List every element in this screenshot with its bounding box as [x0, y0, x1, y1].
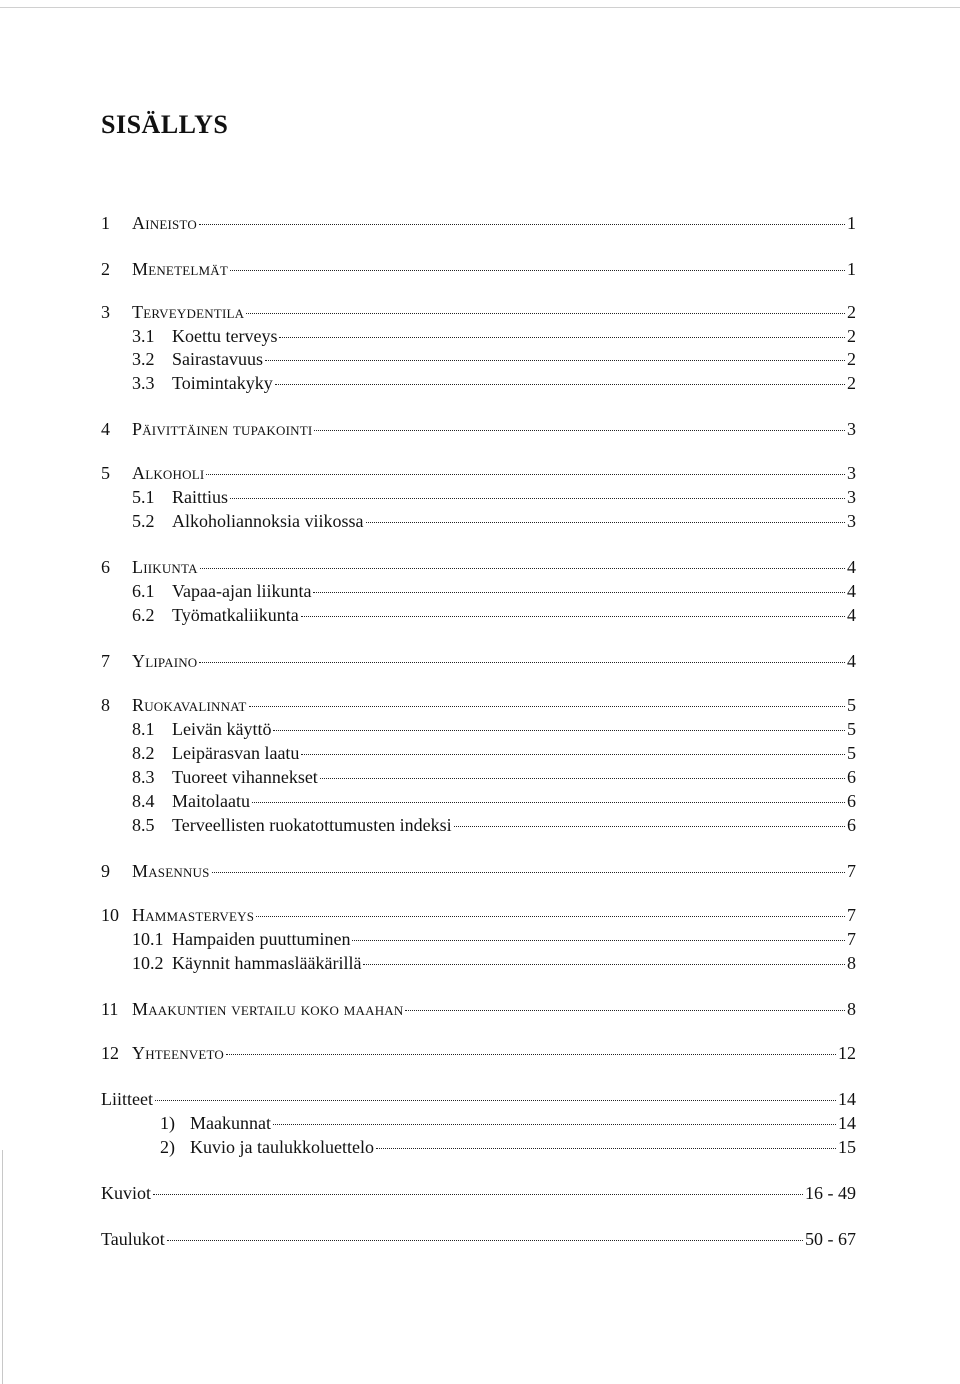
toc-entry-label: Leipärasvan laatu	[172, 743, 300, 763]
toc-leader-dots	[279, 337, 845, 338]
toc-entry-number: 3	[101, 302, 110, 322]
toc-entry	[101, 556, 856, 578]
toc-leader-dots	[314, 430, 845, 431]
toc-entry	[101, 301, 856, 323]
toc-entry-number: 6.2	[132, 605, 155, 625]
toc-leader-dots	[301, 616, 845, 617]
toc-entry	[132, 510, 856, 532]
toc-entry-number: 8.1	[132, 719, 155, 739]
toc-page-number: 3	[847, 463, 856, 483]
toc-entry-label: Toimintakyky	[172, 373, 273, 393]
toc-entry-number: 8.2	[132, 743, 155, 763]
toc-leader-dots	[363, 964, 845, 965]
toc-entry	[101, 418, 856, 440]
toc-entry-number: 7	[101, 651, 110, 671]
toc-leader-dots	[212, 872, 845, 873]
toc-entry-label: Hampaiden puuttuminen	[172, 929, 351, 949]
toc-entry-number: 3.2	[132, 349, 155, 369]
toc-page-number: 7	[847, 861, 856, 881]
toc-entry-number: 2	[101, 259, 110, 279]
toc-entry	[101, 650, 856, 672]
toc-entry-number: 5	[101, 463, 110, 483]
toc-entry-label: Liikunta	[132, 557, 198, 577]
toc-page-number: 14	[838, 1113, 856, 1133]
toc-page-number: 2	[847, 302, 856, 322]
toc-entry	[101, 1042, 856, 1064]
toc-entry-label: Maakuntien vertailu koko maahan	[132, 999, 404, 1019]
toc-entry	[101, 1228, 856, 1250]
toc-entry	[132, 348, 856, 370]
toc-entry-label: Menetelmät	[132, 259, 228, 279]
toc-leader-dots	[226, 1054, 836, 1055]
toc-entry-label: Maitolaatu	[172, 791, 250, 811]
toc-leader-dots	[273, 1124, 836, 1125]
toc-leader-dots	[256, 916, 845, 917]
toc-entry-label: Alkoholi	[132, 463, 205, 483]
toc-entry	[101, 860, 856, 882]
toc-entry-number: 1	[101, 213, 110, 233]
toc-entry	[101, 694, 856, 716]
toc-page-number: 4	[847, 651, 856, 671]
toc-entry-label: Taulukot	[101, 1229, 165, 1249]
toc-entry-label: Yhteenveto	[132, 1043, 225, 1063]
toc-entry-number: 6	[101, 557, 110, 577]
toc-page-number: 4	[847, 605, 856, 625]
toc-entry-label: Terveellisten ruokatottumusten indeksi	[172, 815, 452, 835]
toc-page-number: 6	[847, 791, 856, 811]
toc-entry-label: Ruokavalinnat	[132, 695, 247, 715]
toc-entry-number: 12	[101, 1043, 119, 1063]
toc-entry	[132, 790, 856, 812]
toc-entry-number: 2)	[160, 1137, 175, 1157]
toc-entry-label: Liitteet	[101, 1089, 153, 1109]
toc-entry-number: 1)	[160, 1113, 175, 1133]
toc-page-number: 8	[847, 999, 856, 1019]
toc-entry	[132, 928, 856, 950]
toc-page-number: 50 - 67	[805, 1229, 856, 1249]
toc-entry-label: Maakunnat	[190, 1113, 271, 1133]
toc-entry-label: Vapaa-ajan liikunta	[172, 581, 312, 601]
toc-page-number: 12	[838, 1043, 856, 1063]
toc-leader-dots	[199, 224, 845, 225]
toc-entry-label: Päivittäinen tupakointi	[132, 419, 313, 439]
toc-page-number: 5	[847, 719, 856, 739]
toc-entry-number: 3.1	[132, 326, 155, 346]
toc-entry-label: Alkoholiannoksia viikossa	[172, 511, 364, 531]
toc-leader-dots	[273, 730, 845, 731]
toc-entry-number: 10.1	[132, 929, 164, 949]
toc-entry	[132, 486, 856, 508]
toc-page-number: 1	[847, 259, 856, 279]
toc-entry	[160, 1112, 856, 1134]
toc-page-number: 3	[847, 511, 856, 531]
toc-page-number: 5	[847, 695, 856, 715]
toc-entry	[132, 604, 856, 626]
toc-page-number: 1	[847, 213, 856, 233]
toc-leader-dots	[376, 1148, 836, 1149]
toc-entry	[132, 718, 856, 740]
toc-entry-number: 10	[101, 905, 119, 925]
toc-leader-dots	[320, 778, 845, 779]
toc-leader-dots	[153, 1194, 803, 1195]
toc-leader-dots	[230, 270, 845, 271]
toc-entry-number: 5.2	[132, 511, 155, 531]
toc-page-number: 2	[847, 373, 856, 393]
toc-entry-label: Raittius	[172, 487, 229, 507]
page-title: SISÄLLYS	[101, 110, 229, 139]
toc-leader-dots	[206, 474, 845, 475]
toc-entry-number: 11	[101, 999, 119, 1019]
toc-page-number: 15	[838, 1137, 856, 1157]
toc-leader-dots	[405, 1010, 845, 1011]
toc-entry	[132, 325, 856, 347]
toc-page-number: 16 - 49	[805, 1183, 856, 1203]
toc-leader-dots	[454, 826, 845, 827]
toc-entry-number: 6.1	[132, 581, 155, 601]
toc-leader-dots	[167, 1240, 803, 1241]
toc-entry-label: Kuviot	[101, 1183, 152, 1203]
toc-entry-label: Työmatkaliikunta	[172, 605, 299, 625]
toc-entry	[101, 212, 856, 234]
toc-page-number: 4	[847, 557, 856, 577]
toc-entry	[101, 1182, 856, 1204]
toc-entry	[132, 580, 856, 602]
toc-leader-dots	[230, 498, 845, 499]
toc-page-number: 7	[847, 929, 856, 949]
toc-entry-label: Masennus	[132, 861, 210, 881]
toc-leader-dots	[313, 592, 845, 593]
toc-entry	[132, 952, 856, 974]
toc-page-number: 2	[847, 326, 856, 346]
toc-entry-label: Aineisto	[132, 213, 197, 233]
toc-page-number: 14	[838, 1089, 856, 1109]
toc-entry-number: 4	[101, 419, 110, 439]
toc-leader-dots	[265, 360, 845, 361]
toc-leader-dots	[366, 522, 846, 523]
toc-entry-label: Terveydentila	[132, 302, 245, 322]
toc-entry-number: 5.1	[132, 487, 155, 507]
toc-entry	[101, 904, 856, 926]
toc-page-number: 2	[847, 349, 856, 369]
toc-entry-label: Leivän käyttö	[172, 719, 272, 739]
toc-page-number: 6	[847, 767, 856, 787]
toc-entry-label: Tuoreet vihannekset	[172, 767, 318, 787]
toc-leader-dots	[352, 940, 845, 941]
toc-entry-label: Kuvio ja taulukkoluettelo	[190, 1137, 374, 1157]
toc-leader-dots	[275, 384, 845, 385]
toc-entry-number: 8.5	[132, 815, 155, 835]
toc-page-number: 3	[847, 487, 856, 507]
toc-entry-label: Käynnit hammaslääkärillä	[172, 953, 362, 973]
toc-leader-dots	[252, 802, 845, 803]
toc-entry	[101, 1088, 856, 1110]
toc-entry	[160, 1136, 856, 1158]
toc-leader-dots	[199, 662, 845, 663]
toc-entry-number: 3.3	[132, 373, 155, 393]
toc-leader-dots	[249, 706, 845, 707]
toc-entry-label: Koettu terveys	[172, 326, 278, 346]
toc-entry-number: 8.4	[132, 791, 155, 811]
toc-entry-number: 10.2	[132, 953, 164, 973]
toc-leader-dots	[301, 754, 845, 755]
toc-entry	[132, 766, 856, 788]
toc-leader-dots	[155, 1100, 836, 1101]
toc-entry-label: Sairastavuus	[172, 349, 263, 369]
toc-entry	[132, 814, 856, 836]
toc-entry	[132, 372, 856, 394]
toc-entry-number: 9	[101, 861, 110, 881]
toc-page-number: 3	[847, 419, 856, 439]
toc-entry	[101, 258, 856, 280]
toc-entry-number: 8.3	[132, 767, 155, 787]
toc-page-number: 8	[847, 953, 856, 973]
toc-page-number: 4	[847, 581, 856, 601]
toc-entry-number: 8	[101, 695, 110, 715]
toc-leader-dots	[200, 568, 845, 569]
toc-page-number: 7	[847, 905, 856, 925]
toc-entry-label: Ylipaino	[132, 651, 198, 671]
toc-page-number: 5	[847, 743, 856, 763]
toc-entry	[132, 742, 856, 764]
toc-entry	[101, 462, 856, 484]
toc-entry-label: Hammasterveys	[132, 905, 255, 925]
toc-page-number: 6	[847, 815, 856, 835]
toc-leader-dots	[246, 313, 845, 314]
toc-entry	[101, 998, 856, 1020]
